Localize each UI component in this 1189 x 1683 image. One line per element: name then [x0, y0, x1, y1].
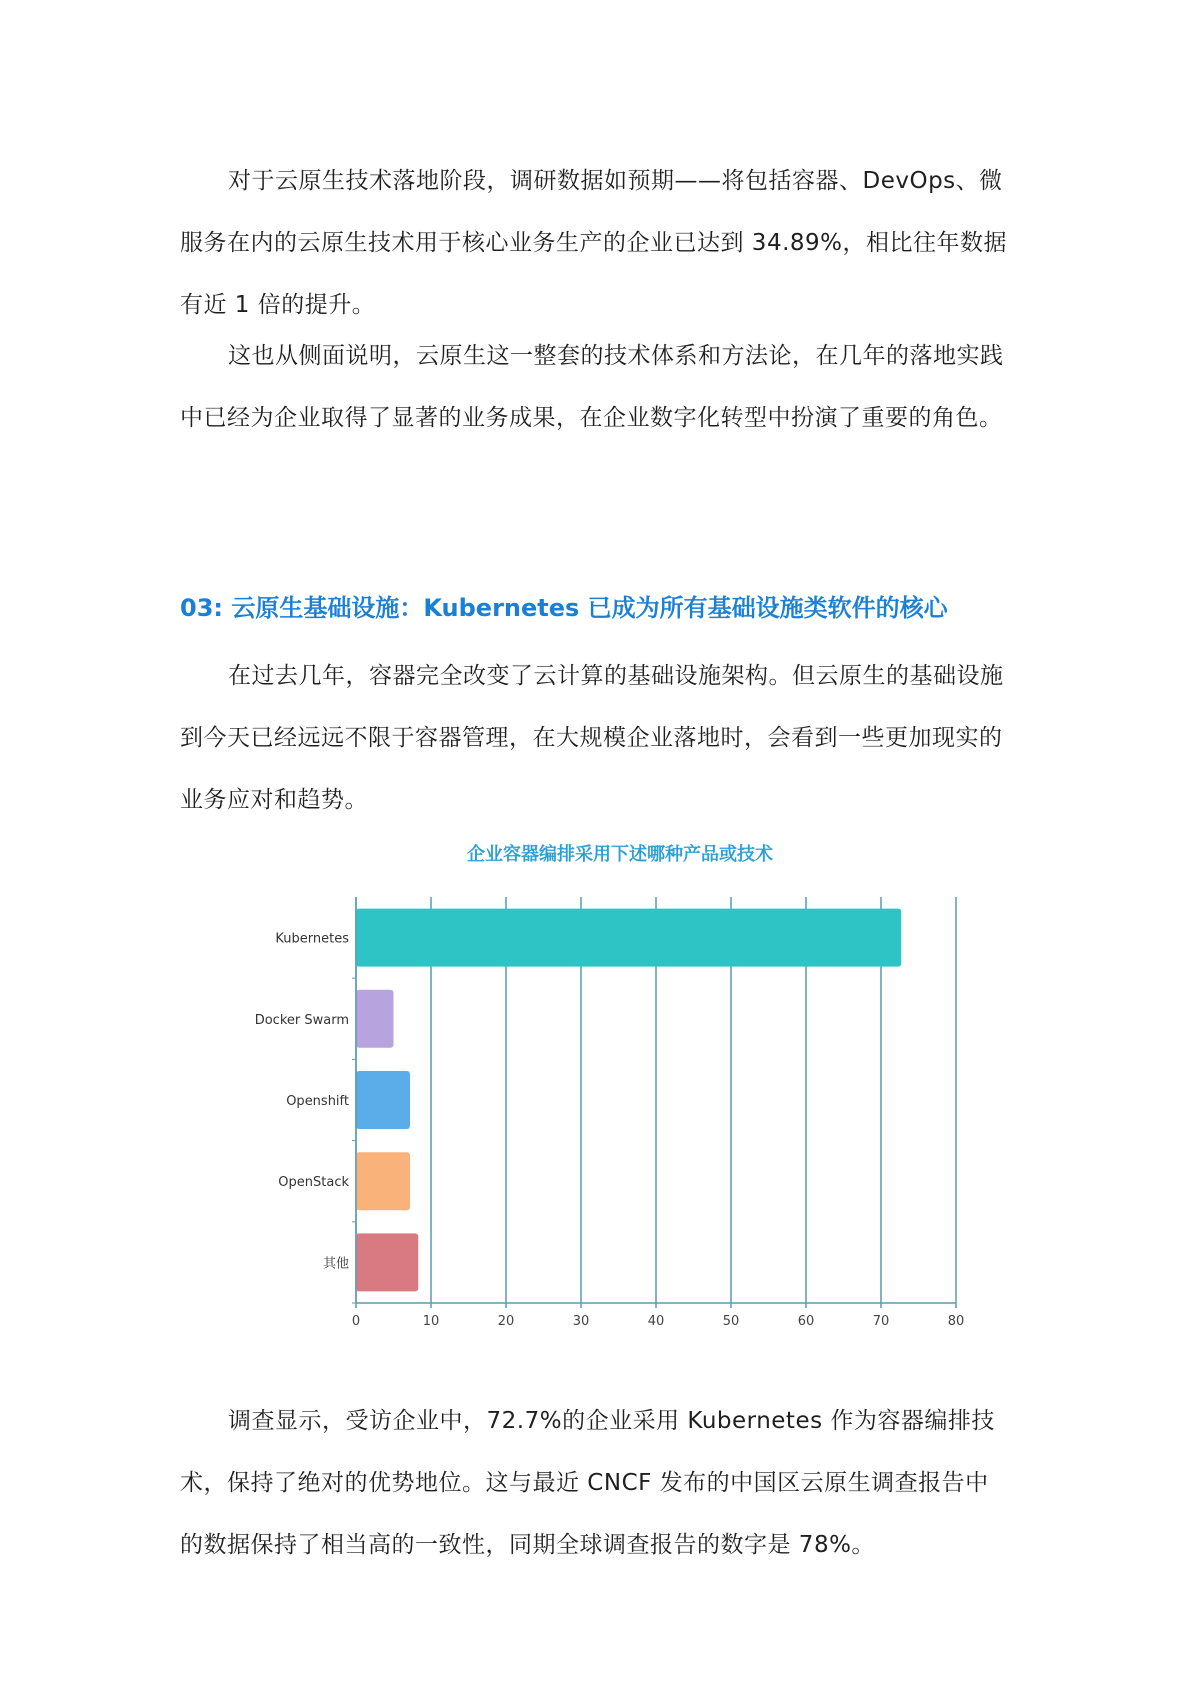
x-tick-label-60: 60 [797, 1314, 815, 1329]
paragraph-4-text: 调查显示，受访企业中，72.7%的企业采用 Kubernetes 作为容器编排技术，保持了绝对的优势地位。这与最近 CNCF 发布的中国区云原生调查报告中的数据保持了相当高的一致性，同期全球调查报告的数字是 78%。 [180, 1408, 995, 1558]
x-tick-label-40: 40 [647, 1314, 665, 1329]
paragraph-3-text: 在过去几年，容器完全改变了云计算的基础设施架构。但云原生的基础设施到今天已经远远不限于容器管理，在大规模企业落地时，会看到一些更加现实的业务应对和趋势。 [180, 663, 1004, 813]
paragraph-2 [180, 325, 1012, 449]
y-category-label-3: OpenStack [278, 1175, 349, 1191]
chart-title: 企业容器编排采用下述哪种产品或技术 [467, 844, 773, 865]
bar-0 [356, 909, 901, 967]
paragraph-2-text: 这也从侧面说明，云原生这一整套的技术体系和方法论，在几年的落地实践中已经为企业取得了显著的业务成果，在企业数字化转型中扮演了重要的角色。 [180, 343, 1004, 431]
section-heading: 03: 云原生基础设施：Kubernetes 已成为所有基础设施类软件的核心 [180, 594, 948, 622]
y-category-label-0: Kubernetes [275, 931, 349, 947]
x-tick-label-10: 10 [422, 1314, 440, 1329]
paragraph-1-text: 对于云原生技术落地阶段，调研数据如预期——将包括容器、DevOps、微服务在内的云原生技术用于核心业务生产的企业已达到 34.89%，相比往年数据有近 1 倍的提升。 [180, 168, 1008, 318]
bar-1 [356, 990, 394, 1048]
x-tick-label-30: 30 [572, 1314, 590, 1329]
paragraph-4 [180, 1390, 1012, 1576]
x-tick-label-20: 20 [497, 1314, 515, 1329]
bar-3 [356, 1152, 410, 1210]
y-category-label-4: 其他 [322, 1256, 349, 1272]
paragraph-1 [180, 150, 1012, 336]
bar-4 [356, 1233, 418, 1291]
bar-chart [220, 885, 980, 1355]
y-category-label-1: Docker Swarm [254, 1012, 349, 1028]
x-tick-label-80: 80 [947, 1314, 965, 1329]
bar-2 [356, 1071, 410, 1129]
y-category-label-2: Openshift [286, 1094, 349, 1109]
x-tick-label-50: 50 [722, 1314, 740, 1329]
x-tick-label-0: 0 [351, 1314, 361, 1329]
paragraph-3 [180, 645, 1012, 831]
x-tick-label-70: 70 [872, 1314, 890, 1329]
